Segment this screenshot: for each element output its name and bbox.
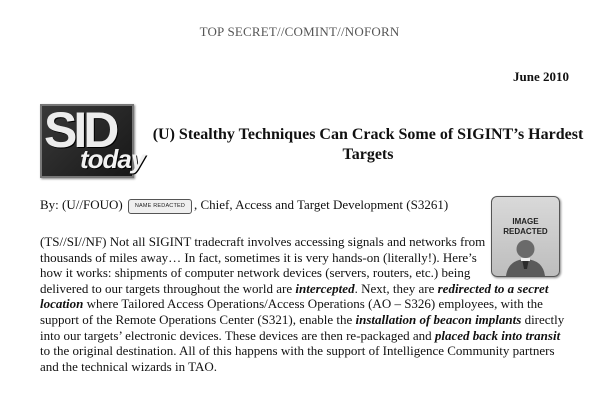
byline <box>40 197 480 214</box>
emphasis-intercepted: intercepted <box>295 280 355 296</box>
body-text-3: where Tailored Access Operations/Access Operations (AO – S326) employees, with the support of the Remote Operations Center (S321), enable the <box>40 296 543 327</box>
image-redacted-label: IMAGE REDACTED <box>503 217 548 236</box>
body-text-1: (TS//SI//NF) Not all SIGINT tradecraft involves accessing signals and networks from thousands of miles away… In fact, sometimes it is very hands-on (literally!). Here’s how it works: shipments of computer network devices (servers, routers, etc.) being delivered to our targets throughout the world are <box>40 234 486 296</box>
sid-today-logo <box>40 102 145 178</box>
body-text-2: . Next, they are <box>354 280 438 296</box>
body-text-5: to the original destination. All of this happens with the support of Intelligence Community partners and the technical wizards in TAO. <box>40 343 555 374</box>
issue-date: June 2010 <box>513 69 569 84</box>
text-wrap-spacer <box>486 234 570 278</box>
body-text-4: directly into our targets’ electronic devices. These devices are then re-packaged and <box>40 311 565 343</box>
classification-banner: TOP SECRET//COMINT//NOFORN <box>199 24 400 39</box>
emphasis-beacon-implants: installation of beacon implants <box>355 311 522 327</box>
logo-line-today: today <box>80 144 145 174</box>
byline-prefix: By: (U//FOUO) <box>40 197 123 212</box>
emphasis-back-into-transit: placed back into transit <box>434 327 561 343</box>
byline-suffix: , Chief, Access and Target Development (S3261) <box>193 197 449 212</box>
article-body <box>40 234 570 374</box>
article-title: (U) Stealthy Techniques Can Crack Some of SIGINT’s Hardest Targets <box>152 126 584 163</box>
redacted-name-box: NAME REDACTED <box>128 199 192 214</box>
emphasis-secret-location: redirected to a secret location <box>40 280 549 312</box>
logo-line-sid: SID <box>44 102 116 158</box>
